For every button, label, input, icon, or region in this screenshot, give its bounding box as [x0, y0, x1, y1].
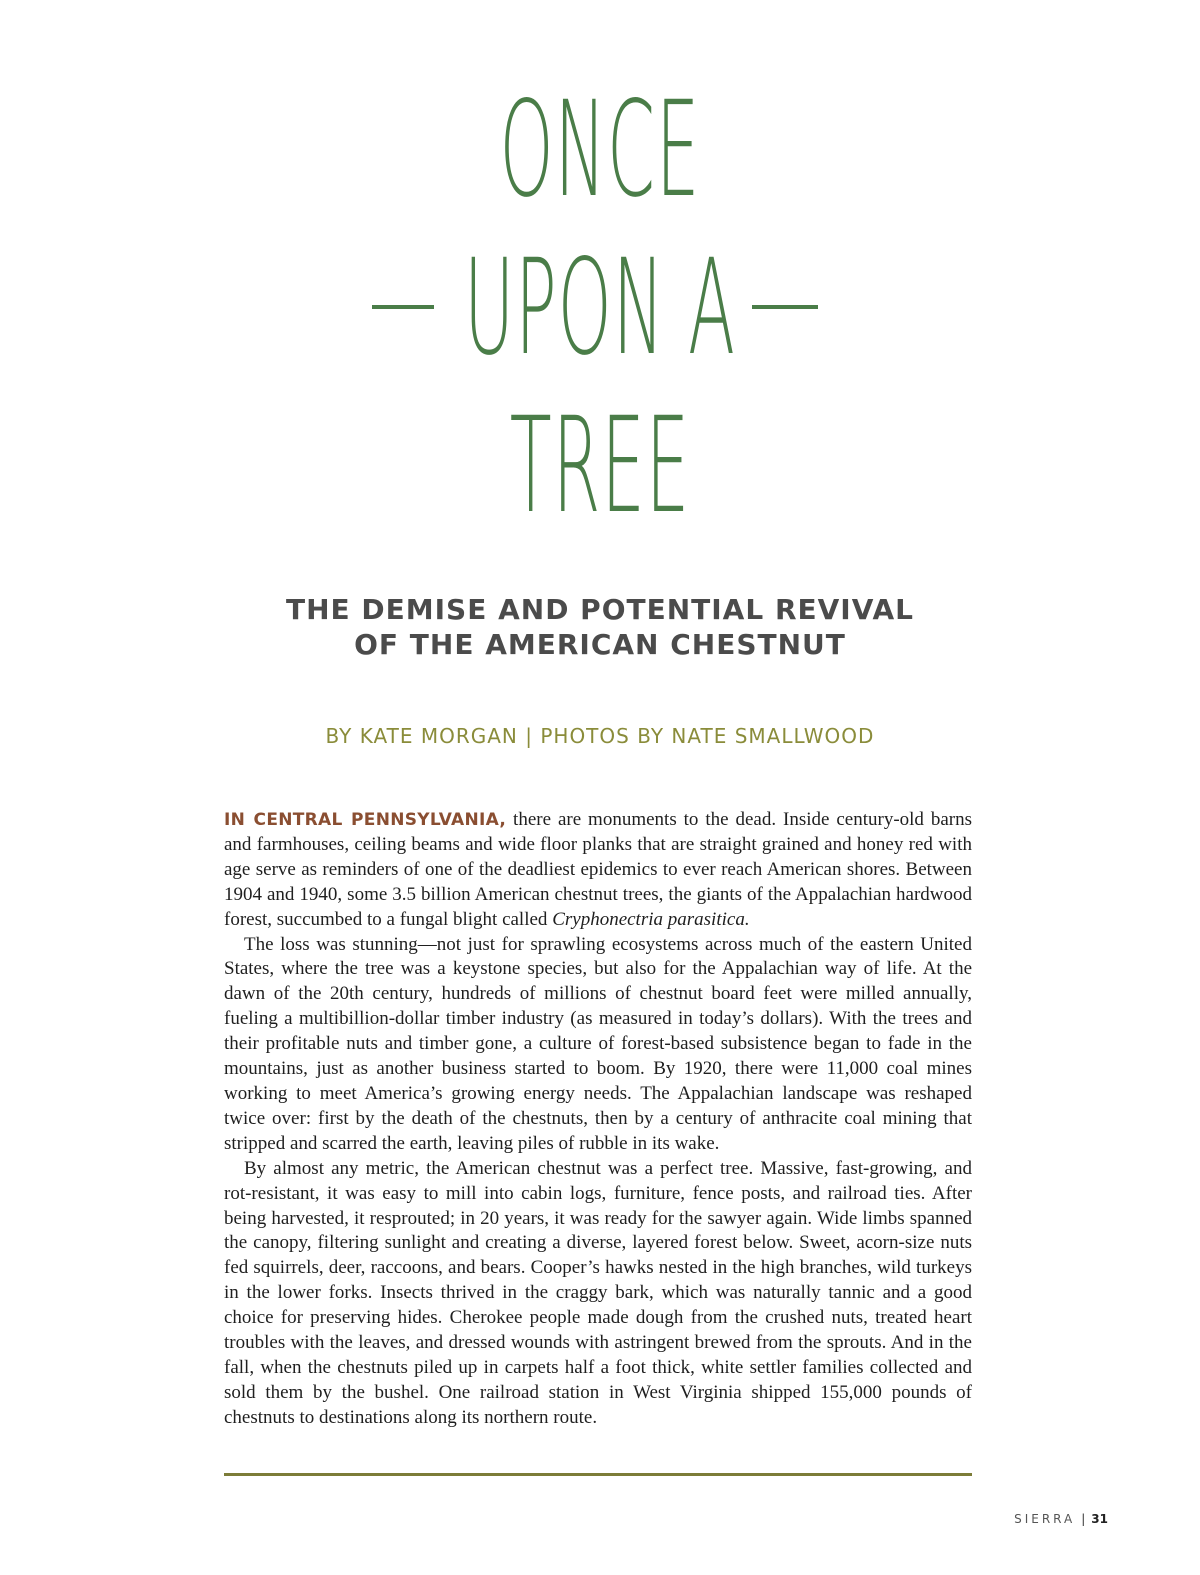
magazine-name: SIERRA	[1014, 1512, 1076, 1526]
paragraph-2: The loss was stunning—not just for sprawling ecosystems across much of the eastern United States, where the tree was a keystone species, but also for the Appalachian way of life. At the dawn of the 20th century, hundreds of millions of chestnut board feet were milled annually, fueling a multibillion-dollar timber industry (as measured in today’s dollars). With the trees and their profitable nuts and timber gone, a culture of forest-based subsistence began to fade in the mountains, just as another business started to boom. By 1920, there were 11,000 coal mines working to meet America’s growing energy needs. The Appalachian landscape was reshaped twice over: first by the death of the chestnuts, then by a century of anthracite coal mining that stripped and scarred the earth, leaving piles of rubble in its wake.	[224, 933, 972, 1154]
byline: BY KATE MORGAN | PHOTOS BY NATE SMALLWOOD	[325, 724, 875, 748]
page-number: 31	[1091, 1512, 1108, 1526]
paragraph-3: By almost any metric, the American chestnut was a perfect tree. Massive, fast-growing, and rot-resistant, it was easy to mill into cabin logs, furniture, fence posts, and railroad ties. After being harvested, it resprouted; in 20 years, it was ready for the sawyer again. Wide limbs spanned the canopy, filtering sunlight and creating a diverse, layered forest below. Sweet, acorn-size nuts fed squirrels, deer, raccoons, and bears. Cooper’s hawks nested in the high branches, wild turkeys in the lower forks. Insects thrived in the craggy bark, which was naturally tannic and a good choice for preserving hides. Cherokee people made dough from the crushed nuts, treated heart troubles with the leaves, and dressed wounds with astringent brewed from the sprouts. And in the fall, when the chestnuts piled up in carpets half a foot thick, white settler families collected and sold them by the bushel. One railroad station in West Virginia shipped 155,000 pounds of chestnuts to destinations along its northern route.	[224, 1157, 972, 1428]
page-folio	[1014, 1512, 1108, 1526]
paragraph-1	[224, 808, 972, 933]
subtitle-line-2: OF THE AMERICAN CHESTNUT	[354, 628, 846, 661]
body-end-rule	[224, 1473, 972, 1476]
subtitle-line-1: THE DEMISE AND POTENTIAL REVIVAL	[285, 593, 914, 626]
paragraph-1-text: there are monuments to the dead. Inside century-old barns and farmhouses, ceiling beams and wide floor planks that are straight grained and honey red with age serve as reminders of one of the deadliest epidemics to ever reach American shores. Between 1904 and 1940, some 3.5 billion American chestnut trees, the giants of the Appalachian hardwood forest, succumbed to a fungal blight called	[224, 809, 973, 930]
article-subtitle	[200, 592, 1000, 662]
article-body	[224, 808, 972, 1431]
title-line-once: ONCE	[499, 73, 701, 227]
lead-in: IN CENTRAL PENNSYLVANIA,	[224, 810, 507, 830]
folio-separator: |	[1081, 1512, 1086, 1526]
title-dash-right	[752, 305, 818, 309]
species-name: Cryphonectria parasitica.	[552, 908, 750, 930]
title-line-tree: TREE	[509, 389, 691, 543]
title-line-upon-a: UPON A	[463, 231, 737, 385]
